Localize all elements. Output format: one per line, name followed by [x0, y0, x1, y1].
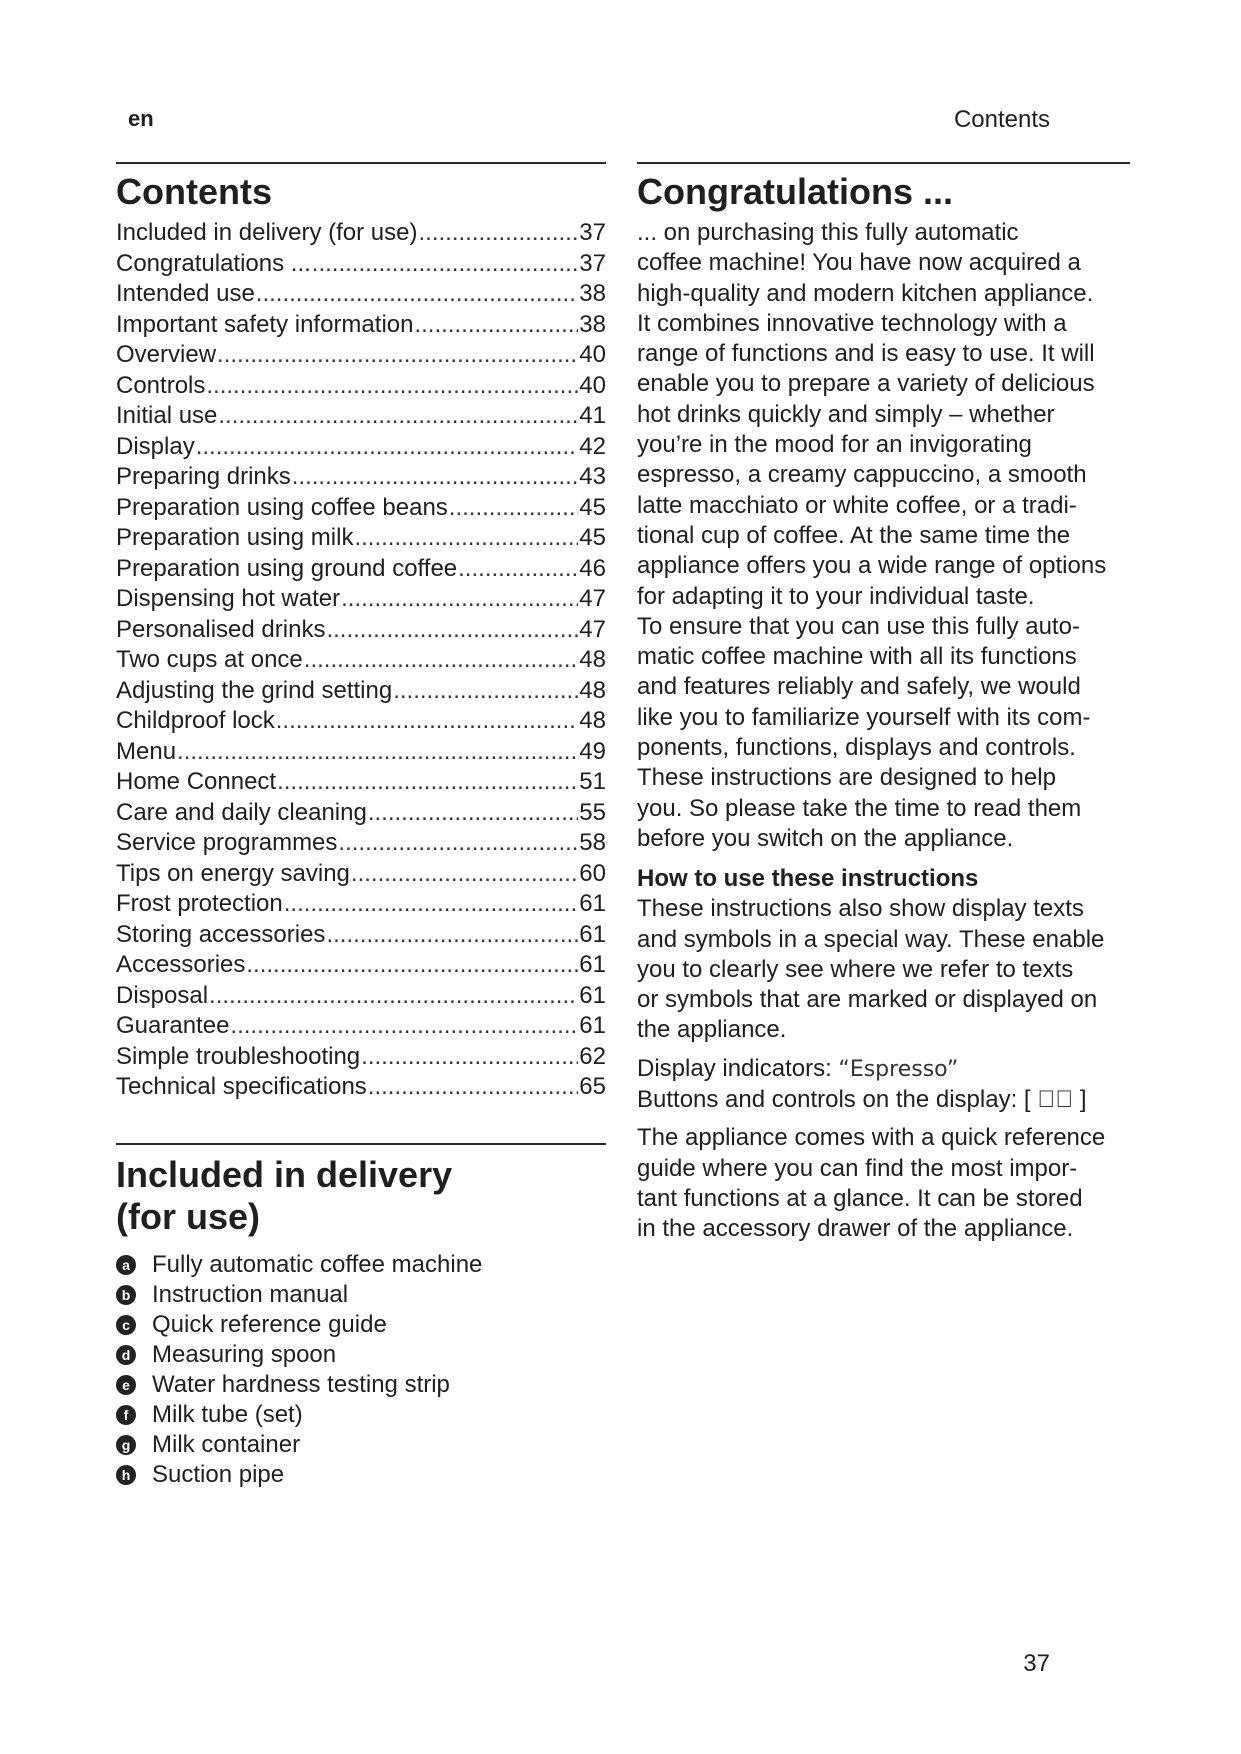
delivery-items-list	[116, 1250, 606, 1490]
toc-entry[interactable]	[116, 798, 606, 829]
intro-paragraph	[637, 218, 1130, 612]
delivery-item	[116, 1460, 606, 1490]
buttons-controls-label: Buttons and controls on the display: [	[637, 1086, 1038, 1114]
toc-entry-page: 40	[579, 371, 606, 399]
delivery-item	[116, 1310, 606, 1340]
toc-entry[interactable]	[116, 218, 606, 249]
left-column	[116, 162, 606, 1490]
quick-reference-paragraph	[637, 1123, 1130, 1244]
text-line: and symbols in a special way. These enable	[637, 925, 1105, 953]
delivery-item	[116, 1340, 606, 1370]
page-number: 37	[1023, 1650, 1050, 1677]
toc-entry-title: Simple troubleshooting	[116, 1042, 361, 1070]
toc-leader-dots	[218, 401, 578, 432]
toc-entry-page: 61	[579, 951, 606, 978]
toc-entry-title: Accessories	[116, 951, 246, 978]
toc-leader-dots	[449, 493, 579, 524]
toc-leader-dots	[277, 767, 578, 798]
toc-entry-title: Intended use	[116, 280, 255, 307]
toc-entry[interactable]	[116, 645, 606, 676]
buttons-controls-close: ]	[1073, 1086, 1087, 1114]
toc-entry-title: Preparation using coffee beans	[116, 493, 448, 521]
text-line: espresso, a creamy cappuccino, a smooth	[637, 461, 1087, 489]
toc-entry[interactable]	[116, 554, 606, 585]
toc-entry[interactable]	[116, 462, 606, 493]
text-line: high-quality and modern kitchen appliance.	[637, 279, 1094, 307]
toc-entry[interactable]	[116, 920, 606, 951]
header-section-title: Contents	[953, 106, 1050, 133]
text-line: coffee machine! You have now acquired a	[637, 249, 1081, 277]
delivery-item-text: Water hardness testing strip	[152, 1370, 450, 1398]
toc-entry[interactable]	[116, 981, 606, 1012]
toc-entry-title: Important safety information	[116, 310, 414, 338]
toc-entry[interactable]	[116, 706, 606, 737]
toc-leader-dots	[414, 310, 578, 341]
text-line: matic coffee machine with all its functions	[637, 643, 1077, 671]
toc-entry[interactable]	[116, 950, 606, 981]
toc-leader-dots	[393, 676, 578, 707]
toc-entry-page: 49	[579, 737, 606, 765]
text-line: These instructions are designed to help	[637, 764, 1056, 792]
table-of-contents	[116, 218, 606, 1103]
section-divider	[637, 162, 1130, 164]
toc-leader-dots	[284, 889, 579, 920]
toc-entry-title: Dispensing hot water	[116, 585, 341, 612]
toc-entry-title: Service programmes	[116, 829, 338, 856]
toc-entry[interactable]	[116, 1011, 606, 1042]
delivery-item-text: Quick reference guide	[152, 1310, 387, 1338]
toc-entry-title: Home Connect	[116, 768, 277, 795]
how-to-use-heading: How to use these instructions	[637, 865, 979, 893]
toc-entry[interactable]	[116, 523, 606, 554]
toc-leader-dots	[276, 706, 579, 737]
display-indicator-example: “Espresso”	[838, 1056, 959, 1082]
item-letter-badge: a	[116, 1255, 136, 1275]
text-line: tant functions at a glance. It can be stored	[637, 1184, 1083, 1212]
toc-entry[interactable]	[116, 615, 606, 646]
toc-entry-title: Tips on energy saving	[116, 859, 350, 887]
delivery-item	[116, 1430, 606, 1460]
toc-entry-page: 55	[579, 798, 606, 826]
text-line: and features reliably and safely, we would	[637, 673, 1081, 701]
text-line: or symbols that are marked or displayed on	[637, 986, 1098, 1014]
toc-entry-page: 38	[579, 310, 606, 338]
header-language: en	[128, 106, 154, 131]
toc-entry-page: 47	[579, 615, 606, 643]
toc-entry[interactable]	[116, 432, 606, 463]
text-line: hot drinks quickly and simply – whether	[637, 400, 1055, 428]
text-line: you. So please take the time to read them	[637, 794, 1082, 822]
contents-heading: Contents	[116, 171, 272, 212]
item-letter-badge: b	[116, 1285, 136, 1305]
delivery-item	[116, 1400, 606, 1430]
text-line: These instructions also show display texts	[637, 895, 1084, 923]
buttons-controls-line	[637, 1085, 1130, 1115]
toc-entry-page: 61	[579, 981, 606, 1009]
item-letter-badge: c	[116, 1315, 136, 1335]
text-line: The appliance comes with a quick reference	[637, 1124, 1106, 1152]
delivery-item-text: Milk tube (set)	[152, 1400, 303, 1428]
toc-entry[interactable]	[116, 371, 606, 402]
text-line: enable you to prepare a variety of delicious	[637, 370, 1095, 398]
item-letter-badge: d	[116, 1345, 136, 1365]
delivery-heading-line2: (for use)	[116, 1195, 260, 1237]
toc-leader-dots	[246, 950, 578, 981]
toc-entry[interactable]	[116, 340, 606, 371]
toc-entry-page: 61	[579, 890, 606, 917]
familiarize-paragraph	[637, 612, 1130, 854]
toc-entry-page: 38	[579, 280, 606, 307]
toc-leader-dots	[230, 1011, 578, 1042]
toc-entry-title: Frost protection	[116, 890, 283, 917]
toc-entry-title: Childproof lock	[116, 707, 275, 734]
text-line: To ensure that you can use this fully auto-	[637, 612, 1080, 640]
toc-leader-dots	[177, 737, 578, 768]
toc-entry-page: 42	[579, 432, 606, 460]
toc-entry-page: 40	[579, 341, 606, 368]
toc-entry-title: Controls	[116, 371, 206, 399]
toc-entry-title: Preparing drinks	[116, 463, 291, 490]
toc-entry-title: Technical specifications	[116, 1073, 367, 1100]
toc-entry[interactable]	[116, 859, 606, 890]
toc-entry-page: 61	[579, 1012, 606, 1039]
delivery-item-text: Instruction manual	[152, 1280, 349, 1308]
toc-entry-page: 65	[579, 1073, 606, 1100]
delivery-item-text: Fully automatic coffee machine	[152, 1250, 483, 1278]
toc-entry-title: Preparation using ground coffee	[116, 554, 458, 582]
toc-entry-page: 41	[579, 402, 606, 429]
toc-entry-page: 61	[579, 920, 606, 948]
toc-leader-dots	[458, 554, 578, 585]
toc-entry-title: Care and daily cleaning	[116, 798, 367, 826]
item-letter-badge: h	[116, 1465, 136, 1485]
text-line: ponents, functions, displays and controls.	[637, 734, 1076, 762]
text-line: latte macchiato or white coffee, or a tradi-	[637, 491, 1077, 519]
text-line: ... on purchasing this fully automatic	[637, 219, 1019, 246]
delivery-item	[116, 1370, 606, 1400]
toc-entry-title: Display	[116, 432, 195, 460]
delivery-item-text: Measuring spoon	[152, 1340, 337, 1368]
delivery-item-text: Milk container	[152, 1430, 301, 1458]
toc-entry-page: 62	[579, 1042, 606, 1070]
toc-entry-title: Initial use	[116, 402, 218, 429]
toc-entry-title: Disposal	[116, 981, 209, 1009]
toc-entry[interactable]	[116, 676, 606, 707]
toc-entry[interactable]	[116, 401, 606, 432]
toc-leader-dots	[354, 523, 578, 554]
toc-entry-title: Menu	[116, 737, 177, 765]
toc-entry-title: Guarantee	[116, 1012, 230, 1039]
delivery-item	[116, 1250, 606, 1280]
text-line: you’re in the mood for an invigorating	[637, 431, 1032, 459]
text-line: for adapting it to your individual taste.	[637, 582, 1035, 610]
toc-entry[interactable]	[116, 1042, 606, 1073]
toc-entry-title: Included in delivery (for use)	[116, 219, 418, 246]
toc-entry-title: Two cups at once	[116, 646, 303, 673]
section-divider	[116, 162, 606, 164]
toc-leader-dots	[209, 981, 578, 1012]
toc-entry-page: 45	[579, 493, 606, 521]
how-to-use-paragraph	[637, 894, 1130, 1045]
text-line: guide where you can find the most impor-	[637, 1154, 1078, 1182]
toc-entry[interactable]	[116, 828, 606, 859]
toc-entry-page: 51	[579, 768, 606, 795]
right-column	[637, 162, 1130, 1245]
toc-leader-dots	[351, 859, 578, 890]
toc-entry-page: 43	[579, 463, 606, 490]
toc-leader-dots	[292, 462, 579, 493]
text-line: appliance offers you a wide range of options	[637, 552, 1107, 580]
toc-entry-title: Adjusting the grind setting	[116, 676, 393, 704]
display-indicators-line	[637, 1054, 1130, 1085]
congratulations-heading: Congratulations ...	[637, 171, 954, 212]
toc-entry-title: Overview	[116, 341, 217, 368]
play-button-symbol-icon: ▷⃞	[1037, 1086, 1074, 1114]
toc-leader-dots	[418, 218, 578, 249]
toc-entry-page: 45	[579, 524, 606, 551]
toc-entry-title: Congratulations ...	[116, 249, 311, 277]
toc-entry-page: 48	[579, 646, 606, 673]
toc-leader-dots	[312, 249, 579, 280]
toc-entry[interactable]	[116, 310, 606, 341]
toc-entry-page: 37	[579, 249, 606, 277]
item-letter-badge: e	[116, 1375, 136, 1395]
delivery-heading	[116, 1154, 606, 1238]
toc-entry[interactable]	[116, 493, 606, 524]
toc-entry-page: 48	[579, 676, 606, 704]
text-line: It combines innovative technology with a	[637, 309, 1067, 337]
toc-leader-dots	[217, 340, 578, 371]
toc-entry[interactable]	[116, 249, 606, 280]
text-line: you to clearly see where we refer to texts	[637, 955, 1074, 983]
section-divider	[116, 1143, 606, 1145]
toc-entry[interactable]	[116, 767, 606, 798]
delivery-heading-line1: Included in delivery	[116, 1153, 453, 1195]
toc-entry-page: 60	[579, 859, 606, 887]
text-line: in the accessory drawer of the appliance.	[637, 1215, 1074, 1243]
toc-leader-dots	[304, 645, 579, 676]
text-line: the appliance.	[637, 1016, 787, 1044]
toc-leader-dots	[196, 432, 579, 463]
toc-entry[interactable]	[116, 584, 606, 615]
toc-leader-dots	[361, 1042, 578, 1073]
toc-entry-title: Storing accessories	[116, 920, 326, 948]
toc-entry-title: Preparation using milk	[116, 524, 354, 551]
delivery-section	[116, 1143, 606, 1490]
toc-entry[interactable]	[116, 737, 606, 768]
item-letter-badge: g	[116, 1435, 136, 1455]
toc-leader-dots	[256, 279, 579, 310]
toc-entry-page: 58	[579, 829, 606, 856]
toc-entry[interactable]	[116, 279, 606, 310]
text-line: like you to familiarize yourself with its com-	[637, 703, 1091, 731]
toc-leader-dots	[326, 615, 578, 646]
toc-leader-dots	[368, 1072, 579, 1103]
toc-entry-page: 48	[579, 707, 606, 734]
toc-entry[interactable]	[116, 889, 606, 920]
toc-entry-page: 46	[579, 554, 606, 582]
toc-leader-dots	[341, 584, 578, 615]
text-line: before you switch on the appliance.	[637, 824, 1014, 852]
toc-entry-title: Personalised drinks	[116, 615, 326, 643]
toc-leader-dots	[206, 371, 578, 402]
display-indicators-label: Display indicators:	[637, 1054, 839, 1082]
toc-entry[interactable]	[116, 1072, 606, 1103]
text-line: tional cup of coffee. At the same time the	[637, 521, 1071, 549]
delivery-item	[116, 1280, 606, 1310]
toc-leader-dots	[338, 828, 578, 859]
toc-entry-page: 47	[579, 585, 606, 612]
text-line: range of functions and is easy to use. It will	[637, 340, 1095, 368]
item-letter-badge: f	[116, 1405, 136, 1425]
delivery-item-text: Suction pipe	[152, 1460, 285, 1488]
toc-leader-dots	[368, 798, 578, 829]
toc-leader-dots	[326, 920, 578, 951]
toc-entry-page: 37	[579, 219, 606, 246]
